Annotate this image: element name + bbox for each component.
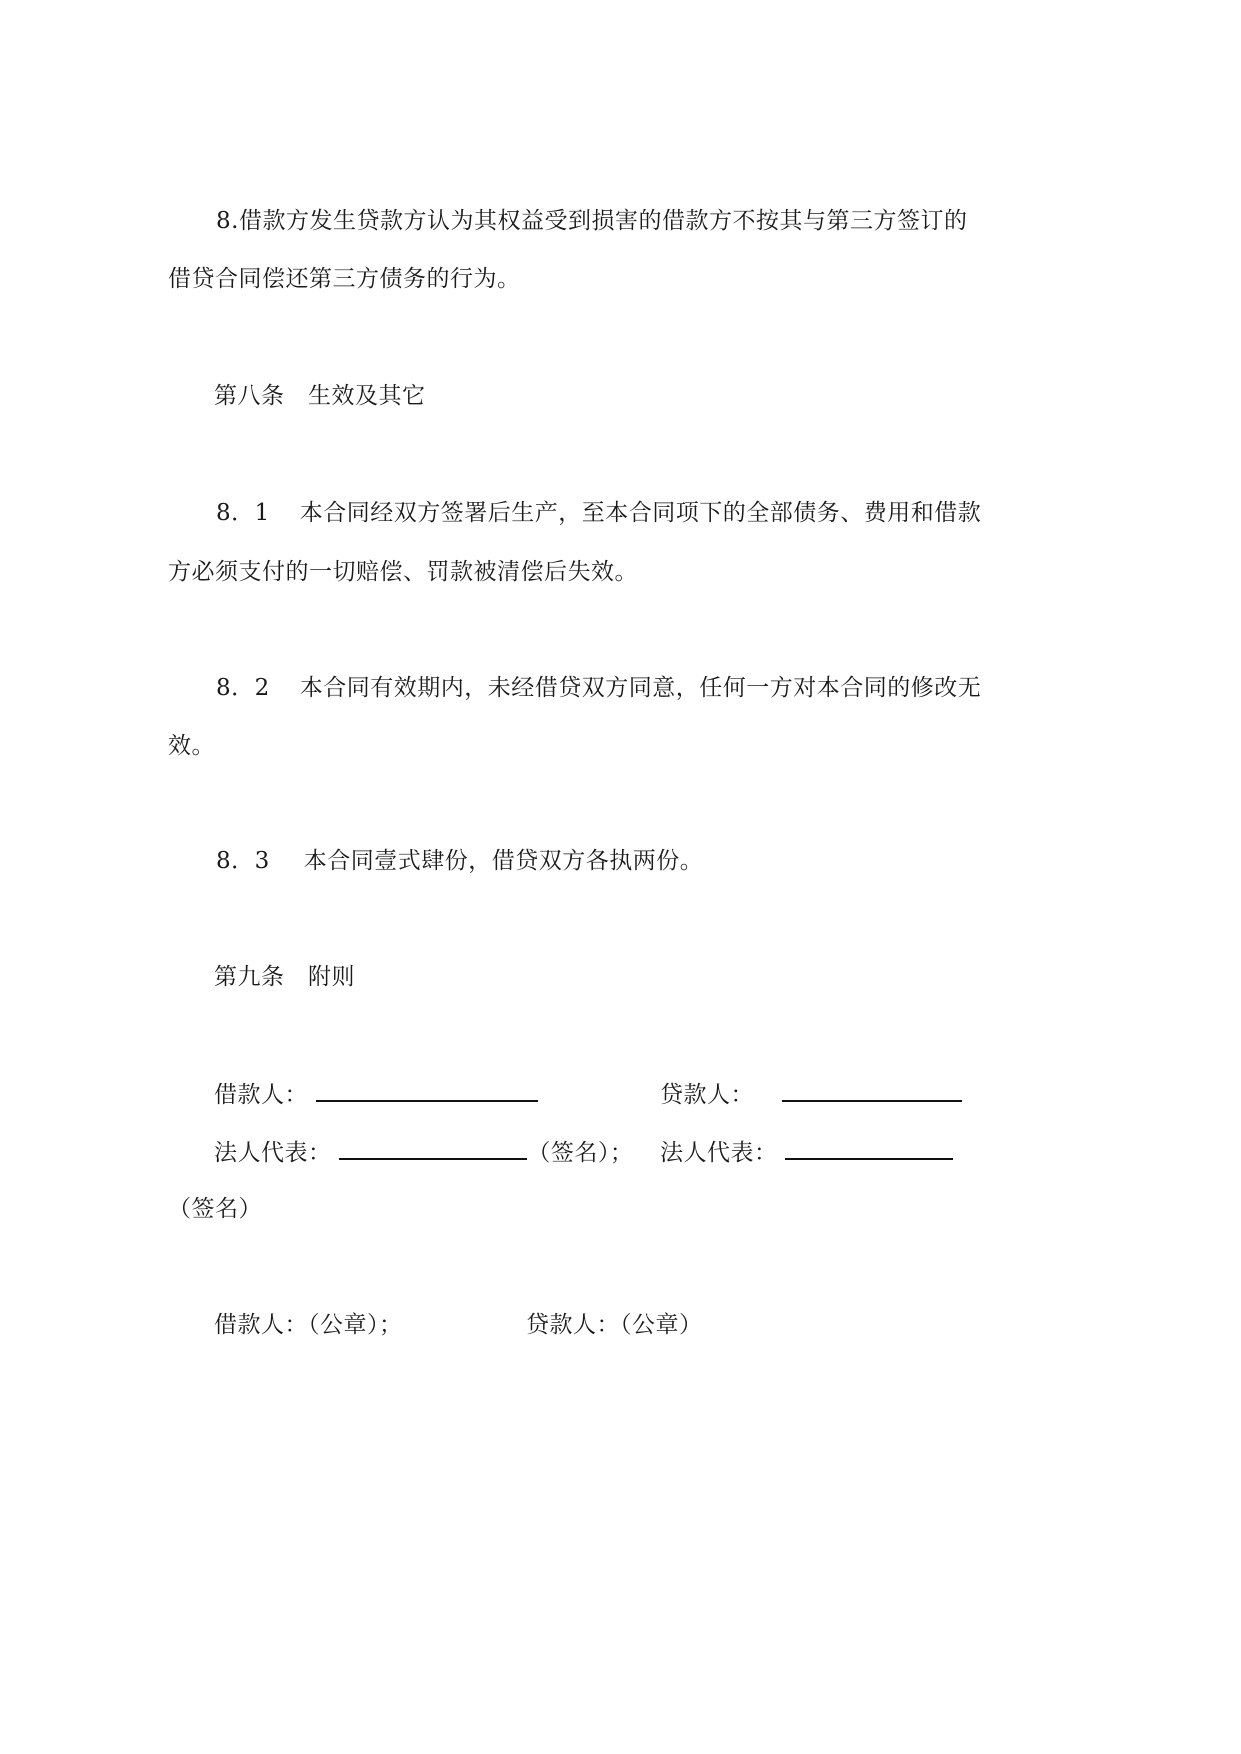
borrower-legal-rep-row	[214, 1136, 633, 1168]
borrower-legal-rep-field[interactable]	[339, 1136, 527, 1160]
clause-number: 8．1	[216, 500, 270, 526]
lender-label: 贷款人：	[660, 1082, 754, 1108]
clause-8-item-line1: 8.借款方发生贷款方认为其权益受到损害的借款方不按其与第三方签订的	[216, 208, 968, 234]
legal-rep-label: 法人代表：	[214, 1140, 332, 1166]
clause-8-2-line1	[216, 673, 981, 703]
clause-8-1-line1	[216, 498, 981, 528]
lender-legal-rep-row	[660, 1136, 953, 1168]
lender-legal-rep-field[interactable]	[785, 1136, 953, 1160]
clause-number: 8．3	[216, 848, 270, 874]
borrower-signature-row	[214, 1078, 538, 1110]
article-8-heading: 第八条 生效及其它	[214, 383, 426, 409]
clause-8-item-line2: 借贷合同偿还第三方债务的行为。	[168, 266, 521, 292]
clause-text: 本合同有效期内，未经借贷双方同意，任何一方对本合同的修改无	[299, 675, 982, 701]
clause-text: 本合同经双方签署后生产，至本合同项下的全部债务、费用和借款	[299, 500, 982, 526]
legal-rep-label: 法人代表：	[660, 1140, 778, 1166]
article-9-heading: 第九条 附则	[214, 964, 355, 990]
borrower-name-field[interactable]	[316, 1078, 538, 1102]
sign-note-wrapped: （签名）	[168, 1196, 262, 1222]
clause-8-1-line2: 方必须支付的一切赔偿、罚款被清偿后失效。	[168, 559, 638, 585]
borrower-label: 借款人：	[214, 1082, 308, 1108]
clause-8-2-line2: 效。	[168, 733, 215, 759]
lender-signature-row	[660, 1078, 962, 1110]
lender-seal: 贷款人：（公章）	[526, 1312, 703, 1338]
clause-number: 8．2	[216, 675, 270, 701]
sign-note: （签名）；	[527, 1140, 634, 1166]
clause-text: 本合同壹式肆份，借贷双方各执两份。	[303, 848, 704, 874]
clause-8-3	[216, 846, 703, 876]
borrower-seal: 借款人：（公章）；	[214, 1312, 403, 1338]
lender-name-field[interactable]	[782, 1078, 962, 1102]
